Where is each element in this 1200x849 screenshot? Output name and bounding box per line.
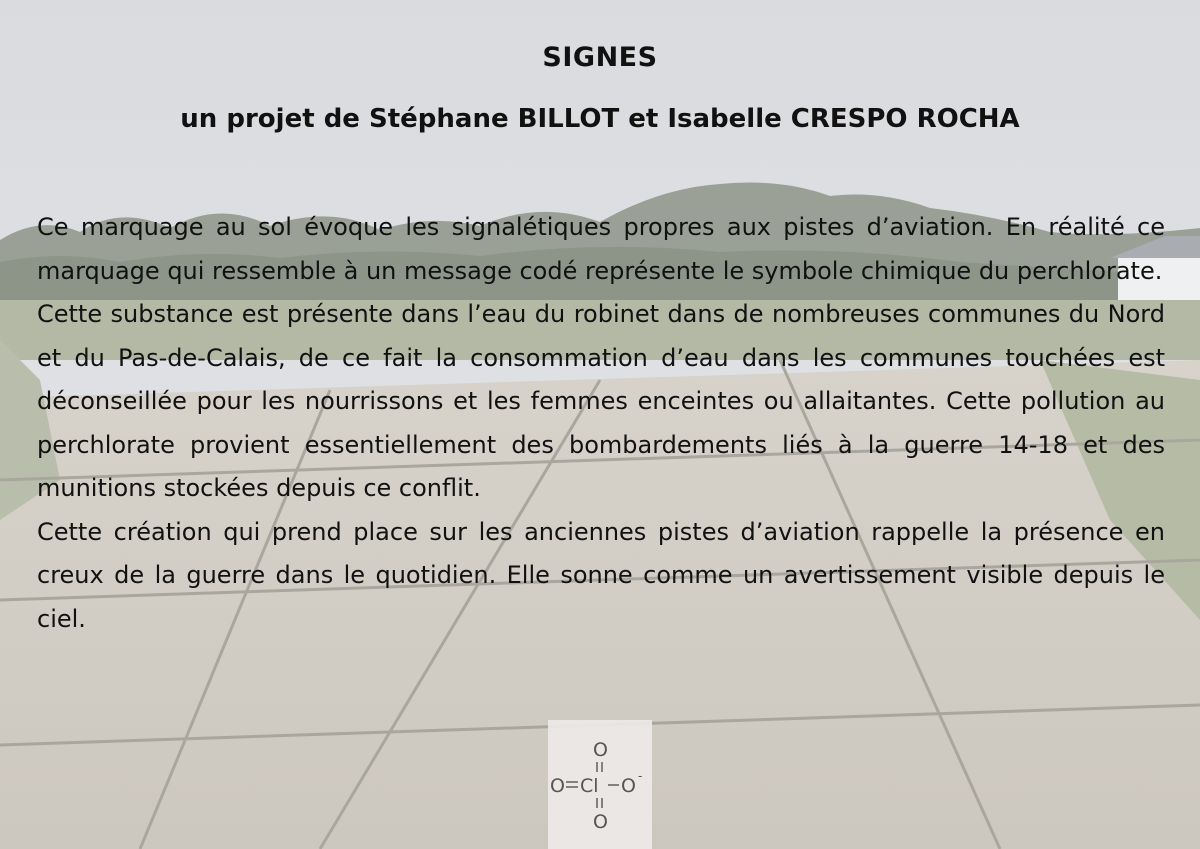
project-subtitle: un projet de Stéphane BILLOT et Isabelle CRESPO ROCHA [180,104,1020,134]
formula-left-oxygen: O [550,775,565,797]
formula-top-oxygen: O [593,739,608,761]
paragraph-creation: Cette création qui prend place sur les anciennes pistes d’aviation rappelle la présence en creux de la guerre dans le quotidien. Elle sonne comme un avertissement visible depuis le ciel. [37,517,1165,633]
perchlorate-formula [548,720,652,849]
formula-right-oxygen: O [621,775,636,797]
formula-charge: - [638,769,643,783]
body-text [37,206,1165,641]
formula-bottom-oxygen: O [593,811,608,833]
paragraph-substance: Cette substance est présente dans l’eau du robinet dans de nombreuses communes du Nord et du Pas-de-Calais, de ce fait la consommation d’eau dans les communes touchées est déconseillée pour les nourrissons et les femmes enceintes ou allaitantes. Cette pollution au perchlorate provient essentiellement des bombardements liés à la guerre 14-18 et des munitions stockées depuis ce conflit. [37,300,1165,502]
paragraph-marking: Ce marquage au sol évoque les signalétiques propres aux pistes d’aviation. En réalité ce marquage qui ressemble à un message codé représente le symbole chimique du perchlorate. [37,213,1165,285]
formula-chlorine: Cl [580,775,599,797]
page-title: SIGNES [542,42,658,73]
